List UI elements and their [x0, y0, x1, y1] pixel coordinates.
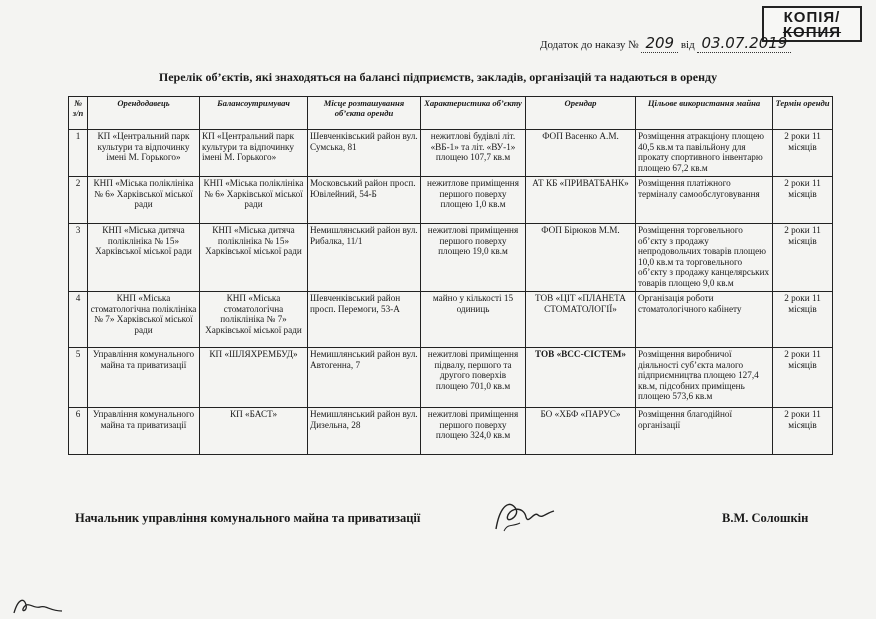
col-header-term: Термін оренди: [773, 97, 833, 130]
cell-tenant: ТОВ «ВСС-СІСТЕМ»: [526, 348, 636, 408]
cell-num: 6: [69, 408, 88, 455]
cell-term: 2 роки 11 місяців: [773, 348, 833, 408]
initials-signature: [10, 595, 70, 617]
cell-holder: КНП «Міська поліклініка № 6» Харківської міської ради: [200, 177, 308, 224]
table-row: [69, 408, 833, 455]
cell-tenant: ФОП Бірюков М.М.: [526, 224, 636, 292]
signatory-name: В.М. Солошкін: [722, 511, 809, 525]
cell-purpose: Розміщення благодійної організації: [636, 408, 773, 455]
cell-term: 2 роки 11 місяців: [773, 177, 833, 224]
cell-holder: КП «БАСТ»: [200, 408, 308, 455]
cell-lessor: КНП «Міська дитяча поліклініка № 15» Харківської міської ради: [88, 224, 200, 292]
cell-tenant: ФОП Васенко А.М.: [526, 130, 636, 177]
cell-purpose: Розміщення виробничої діяльності суб’єкта малого підприємництва площею 127,4 кв.м, підсобних приміщень площею 573,6 кв.м: [636, 348, 773, 408]
order-reference: [540, 34, 791, 53]
cell-term: 2 роки 11 місяців: [773, 292, 833, 348]
handwritten-signature: [490, 495, 560, 535]
cell-location: Немишлянський район вул. Автогенна, 7: [308, 348, 421, 408]
signatory-position: Начальник управління комунального майна та приватизації: [75, 511, 421, 525]
cell-num: 2: [69, 177, 88, 224]
cell-characteristic: нежитлові приміщення першого поверху площею 19,0 кв.м: [421, 224, 526, 292]
cell-location: Московський район просп. Ювілейний, 54-Б: [308, 177, 421, 224]
table-row: [69, 177, 833, 224]
cell-purpose: Розміщення платіжного терміналу самообслуговування: [636, 177, 773, 224]
stamp-line2: КОПИЯ: [782, 24, 842, 41]
table-row: [69, 224, 833, 292]
cell-holder: КП «ШЛЯХРЕМБУД»: [200, 348, 308, 408]
cell-location: Шевченківський район вул. Сумська, 81: [308, 130, 421, 177]
order-date: 03.07.2019: [697, 34, 791, 53]
cell-characteristic: нежитлові приміщення першого поверху площею 324,0 кв.м: [421, 408, 526, 455]
col-header-tenant: Орендар: [526, 97, 636, 130]
col-header-location: Місце розташування об’єкта оренди: [308, 97, 421, 130]
col-header-purpose: Цільове використання майна: [636, 97, 773, 130]
cell-lessor: Управління комунального майна та приватизації: [88, 408, 200, 455]
cell-lessor: КП «Центральний парк культури та відпочинку імені М. Горького»: [88, 130, 200, 177]
cell-purpose: Організація роботи стоматологічного кабінету: [636, 292, 773, 348]
cell-holder: КНП «Міська дитяча поліклініка № 15» Харківської міської ради: [200, 224, 308, 292]
col-header-characteristic: Характеристика об’єкту: [421, 97, 526, 130]
cell-num: 1: [69, 130, 88, 177]
cell-lessor: КНП «Міська стоматологічна поліклініка № 7» Харківської міської ради: [88, 292, 200, 348]
cell-lessor: КНП «Міська поліклініка № 6» Харківської міської ради: [88, 177, 200, 224]
cell-holder: КП «Центральний парк культури та відпочинку імені М. Горького»: [200, 130, 308, 177]
cell-tenant: БО «ХБФ «ПАРУС»: [526, 408, 636, 455]
cell-location: Шевченківський район просп. Перемоги, 53-А: [308, 292, 421, 348]
order-number: 209: [641, 34, 678, 53]
document-title: Перелік об’єктів, які знаходяться на балансі підприємств, закладів, організацій та надаються в оренду: [158, 70, 718, 84]
table-header-row: [69, 97, 833, 130]
stamp-line1: КОПІЯ/: [783, 9, 841, 26]
cell-tenant: ТОВ «ЦІТ «ПЛАНЕТА СТОМАТОЛОГІЇ»: [526, 292, 636, 348]
cell-purpose: Розміщення атракціону площею 40,5 кв.м та павільйону для прокату спортивного інвентарю площею 67,2 кв.м: [636, 130, 773, 177]
cell-characteristic: нежитлові приміщення підвалу, першого та другого поверхів площею 701,0 кв.м: [421, 348, 526, 408]
cell-num: 5: [69, 348, 88, 408]
cell-purpose: Розміщення торговельного об’єкту з продажу непродовольчих товарів площею 10,0 кв.м та торговельного об’єкту з продажу канцелярських товарів площею 9,0 кв.м: [636, 224, 773, 292]
col-header-holder: Балансоутримувач: [200, 97, 308, 130]
table-row: [69, 130, 833, 177]
order-date-prefix: від: [680, 39, 695, 51]
cell-num: 4: [69, 292, 88, 348]
order-prefix: Додаток до наказу №: [540, 39, 639, 51]
table-row: [69, 292, 833, 348]
col-header-num: № з/п: [69, 97, 88, 130]
lease-objects-table: [68, 96, 833, 455]
cell-term: 2 роки 11 місяців: [773, 130, 833, 177]
table-row: [69, 348, 833, 408]
cell-holder: КНП «Міська стоматологічна поліклініка № 7» Харківської міської ради: [200, 292, 308, 348]
cell-location: Немишлянський район вул. Дизельна, 28: [308, 408, 421, 455]
cell-location: Немишлянський район вул. Рибалка, 11/1: [308, 224, 421, 292]
cell-lessor: Управління комунального майна та приватизації: [88, 348, 200, 408]
col-header-lessor: Орендодавець: [88, 97, 200, 130]
cell-characteristic: майно у кількості 15 одиниць: [421, 292, 526, 348]
cell-term: 2 роки 11 місяців: [773, 408, 833, 455]
cell-characteristic: нежитлові будівлі літ. «ВБ-1» та літ. «ВУ-1» площею 107,7 кв.м: [421, 130, 526, 177]
cell-num: 3: [69, 224, 88, 292]
cell-term: 2 роки 11 місяців: [773, 224, 833, 292]
cell-characteristic: нежитлове приміщення першого поверху площею 1,0 кв.м: [421, 177, 526, 224]
cell-tenant: АТ КБ «ПРИВАТБАНК»: [526, 177, 636, 224]
